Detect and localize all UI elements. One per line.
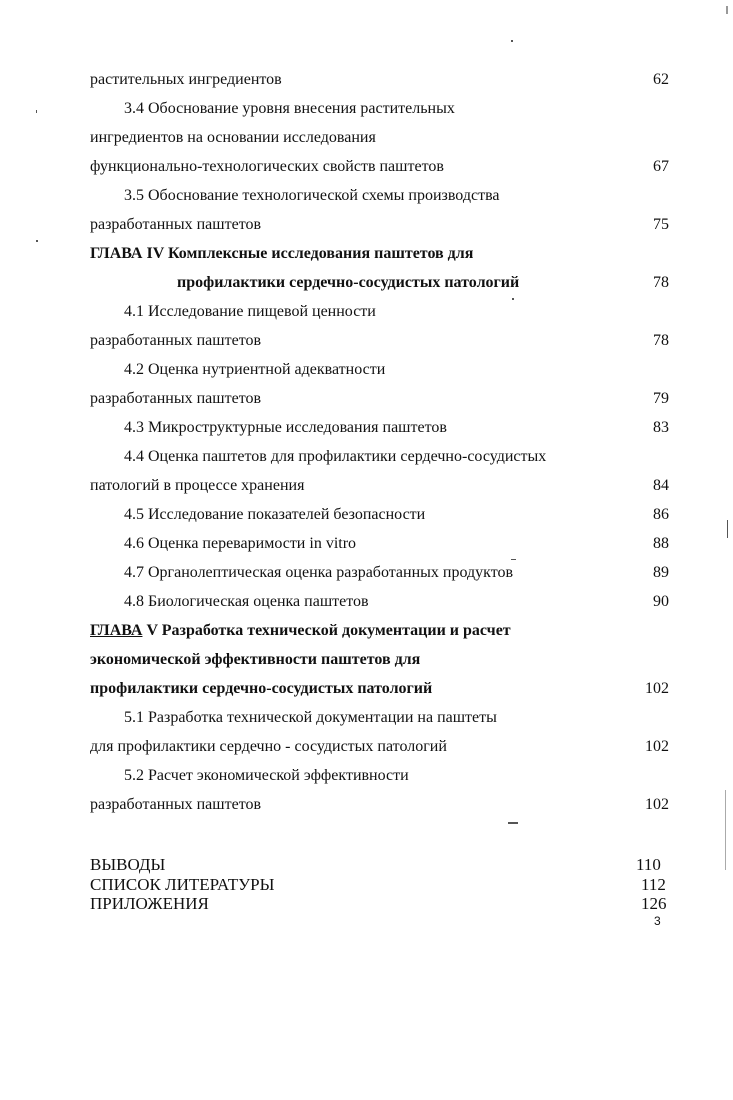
scan-speck: [36, 110, 37, 113]
chapter-heading: ГЛАВА V Разработка технической документации и расчет: [90, 622, 511, 639]
section-title: ПРИЛОЖЕНИЯ: [90, 894, 209, 913]
toc-page: 78: [653, 274, 669, 291]
toc-page: 102: [645, 796, 669, 813]
section-page: 112: [641, 875, 666, 894]
scan-speck: [511, 559, 516, 560]
scan-speck: [36, 240, 38, 242]
toc-line: 4.4 Оценка паштетов для профилактики сердечно-сосудистых: [124, 448, 547, 465]
toc-line: 4.3 Микроструктурные исследования паштетов: [124, 419, 447, 436]
toc-line: 3.5 Обоснование технологической схемы производства: [124, 187, 500, 204]
toc-page: 62: [653, 71, 669, 88]
section-title: СПИСОК ЛИТЕРАТУРЫ: [90, 875, 275, 894]
toc-page: 84: [653, 477, 669, 494]
toc-page: 102: [645, 738, 669, 755]
toc-page: 102: [645, 680, 669, 697]
section-title: ВЫВОДЫ: [90, 855, 166, 874]
toc-line: 4.1 Исследование пищевой ценности: [124, 303, 376, 320]
chapter-heading: профилактики сердечно-сосудистых патологий: [177, 274, 520, 291]
toc-line: патологий в процессе хранения: [90, 477, 305, 494]
toc-line: 4.8 Биологическая оценка паштетов: [124, 593, 369, 610]
toc-line: растительных ингредиентов: [90, 71, 282, 88]
toc-page: 86: [653, 506, 669, 523]
toc-page: 75: [653, 216, 669, 233]
toc-page: 78: [653, 332, 669, 349]
toc-line: разработанных паштетов: [90, 796, 262, 813]
chapter-heading: экономической эффективности паштетов для: [90, 651, 421, 668]
scan-speck: [727, 520, 728, 538]
toc-line: для профилактики сердечно - сосудистых патологий: [90, 738, 447, 755]
scan-speck: [511, 40, 513, 42]
page-number: 3: [654, 914, 661, 928]
toc-line: 4.7 Органолептическая оценка разработанных продуктов: [124, 564, 514, 581]
toc-page: 79: [653, 390, 669, 407]
scan-speck: [508, 822, 518, 824]
scan-speck: [512, 298, 514, 300]
scan-speck: [725, 790, 726, 870]
toc-line: 3.4 Обоснование уровня внесения растительных: [124, 100, 455, 117]
chapter-heading: ГЛАВА IV Комплексные исследования паштетов для: [90, 245, 474, 262]
toc-line: функционально-технологических свойств паштетов: [90, 158, 444, 175]
section-page: 110: [636, 855, 661, 874]
toc-line: разработанных паштетов: [90, 332, 262, 349]
toc-page: 67: [653, 158, 669, 175]
toc-line: ингредиентов на основании исследования: [90, 129, 376, 146]
toc-line: 5.2 Расчет экономической эффективности: [124, 767, 409, 784]
section-page: 126: [641, 894, 667, 913]
chapter-heading: профилактики сердечно-сосудистых патологий: [90, 680, 433, 697]
toc-line: 4.6 Оценка переваримости in vitro: [124, 535, 357, 552]
toc-page: 83: [653, 419, 669, 436]
toc-line: 4.2 Оценка нутриентной адекватности: [124, 361, 386, 378]
toc-page: 89: [653, 564, 669, 581]
toc-line: разработанных паштетов: [90, 216, 262, 233]
toc-page: 88: [653, 535, 669, 552]
toc-line: 4.5 Исследование показателей безопасности: [124, 506, 426, 523]
scan-speck: [726, 6, 728, 14]
toc-line: разработанных паштетов: [90, 390, 262, 407]
toc-line: 5.1 Разработка технической документации на паштеты: [124, 709, 497, 726]
toc-page: 90: [653, 593, 669, 610]
